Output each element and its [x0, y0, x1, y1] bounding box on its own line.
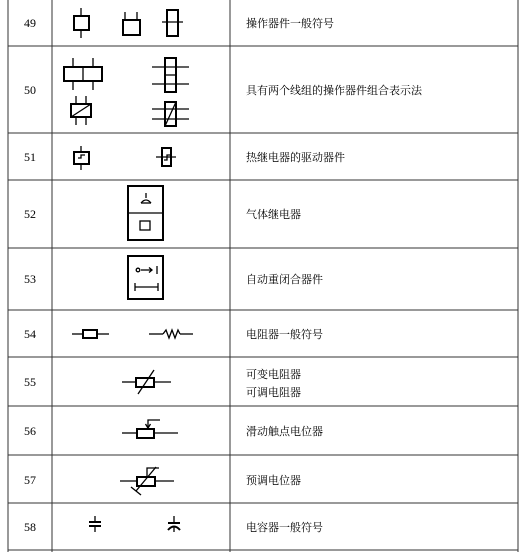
resistor-general-symbol-icon — [72, 330, 193, 338]
row-description: 热继电器的驱动器件 — [246, 151, 345, 164]
row-number: 56 — [24, 424, 36, 438]
row-number: 53 — [24, 272, 36, 286]
row-description: 可调电阻器 — [246, 386, 301, 399]
gas-relay-symbol-icon — [128, 186, 163, 240]
row-numbers — [24, 16, 36, 534]
row-number: 58 — [24, 520, 36, 534]
preset-potentiometer-symbol-icon — [120, 467, 174, 495]
row-number: 50 — [24, 83, 36, 97]
row-description: 电阻器一般符号 — [246, 328, 323, 341]
row-description: 操作器件一般符号 — [246, 17, 334, 30]
relay-coil-general-symbol-icon — [74, 8, 183, 38]
row-number: 52 — [24, 207, 36, 221]
capacitor-general-symbol-icon — [89, 516, 180, 532]
row-description: 电容器一般符号 — [246, 521, 323, 534]
auto-reclosing-device-symbol-icon — [128, 256, 163, 299]
row-description: 可变电阻器 — [246, 368, 301, 381]
row-descriptions — [246, 16, 423, 534]
dual-winding-coil-symbol-icon — [64, 58, 189, 126]
row-number: 54 — [24, 327, 36, 341]
row-description: 自动重闭合器件 — [246, 273, 323, 286]
row-number: 55 — [24, 375, 36, 389]
row-number: 57 — [24, 473, 36, 487]
row-description: 具有两个线组的操作器件组合表示法 — [246, 84, 422, 97]
variable-resistor-symbol-icon — [122, 370, 171, 394]
row-description: 滑动触点电位器 — [246, 425, 323, 438]
sliding-contact-potentiometer-symbol-icon — [122, 420, 178, 438]
row-description: 气体继电器 — [246, 208, 301, 221]
row-number: 49 — [24, 16, 36, 30]
row-description: 预调电位器 — [246, 474, 301, 487]
row-number: 51 — [24, 150, 36, 164]
thermal-relay-actuator-symbol-icon — [74, 146, 176, 170]
